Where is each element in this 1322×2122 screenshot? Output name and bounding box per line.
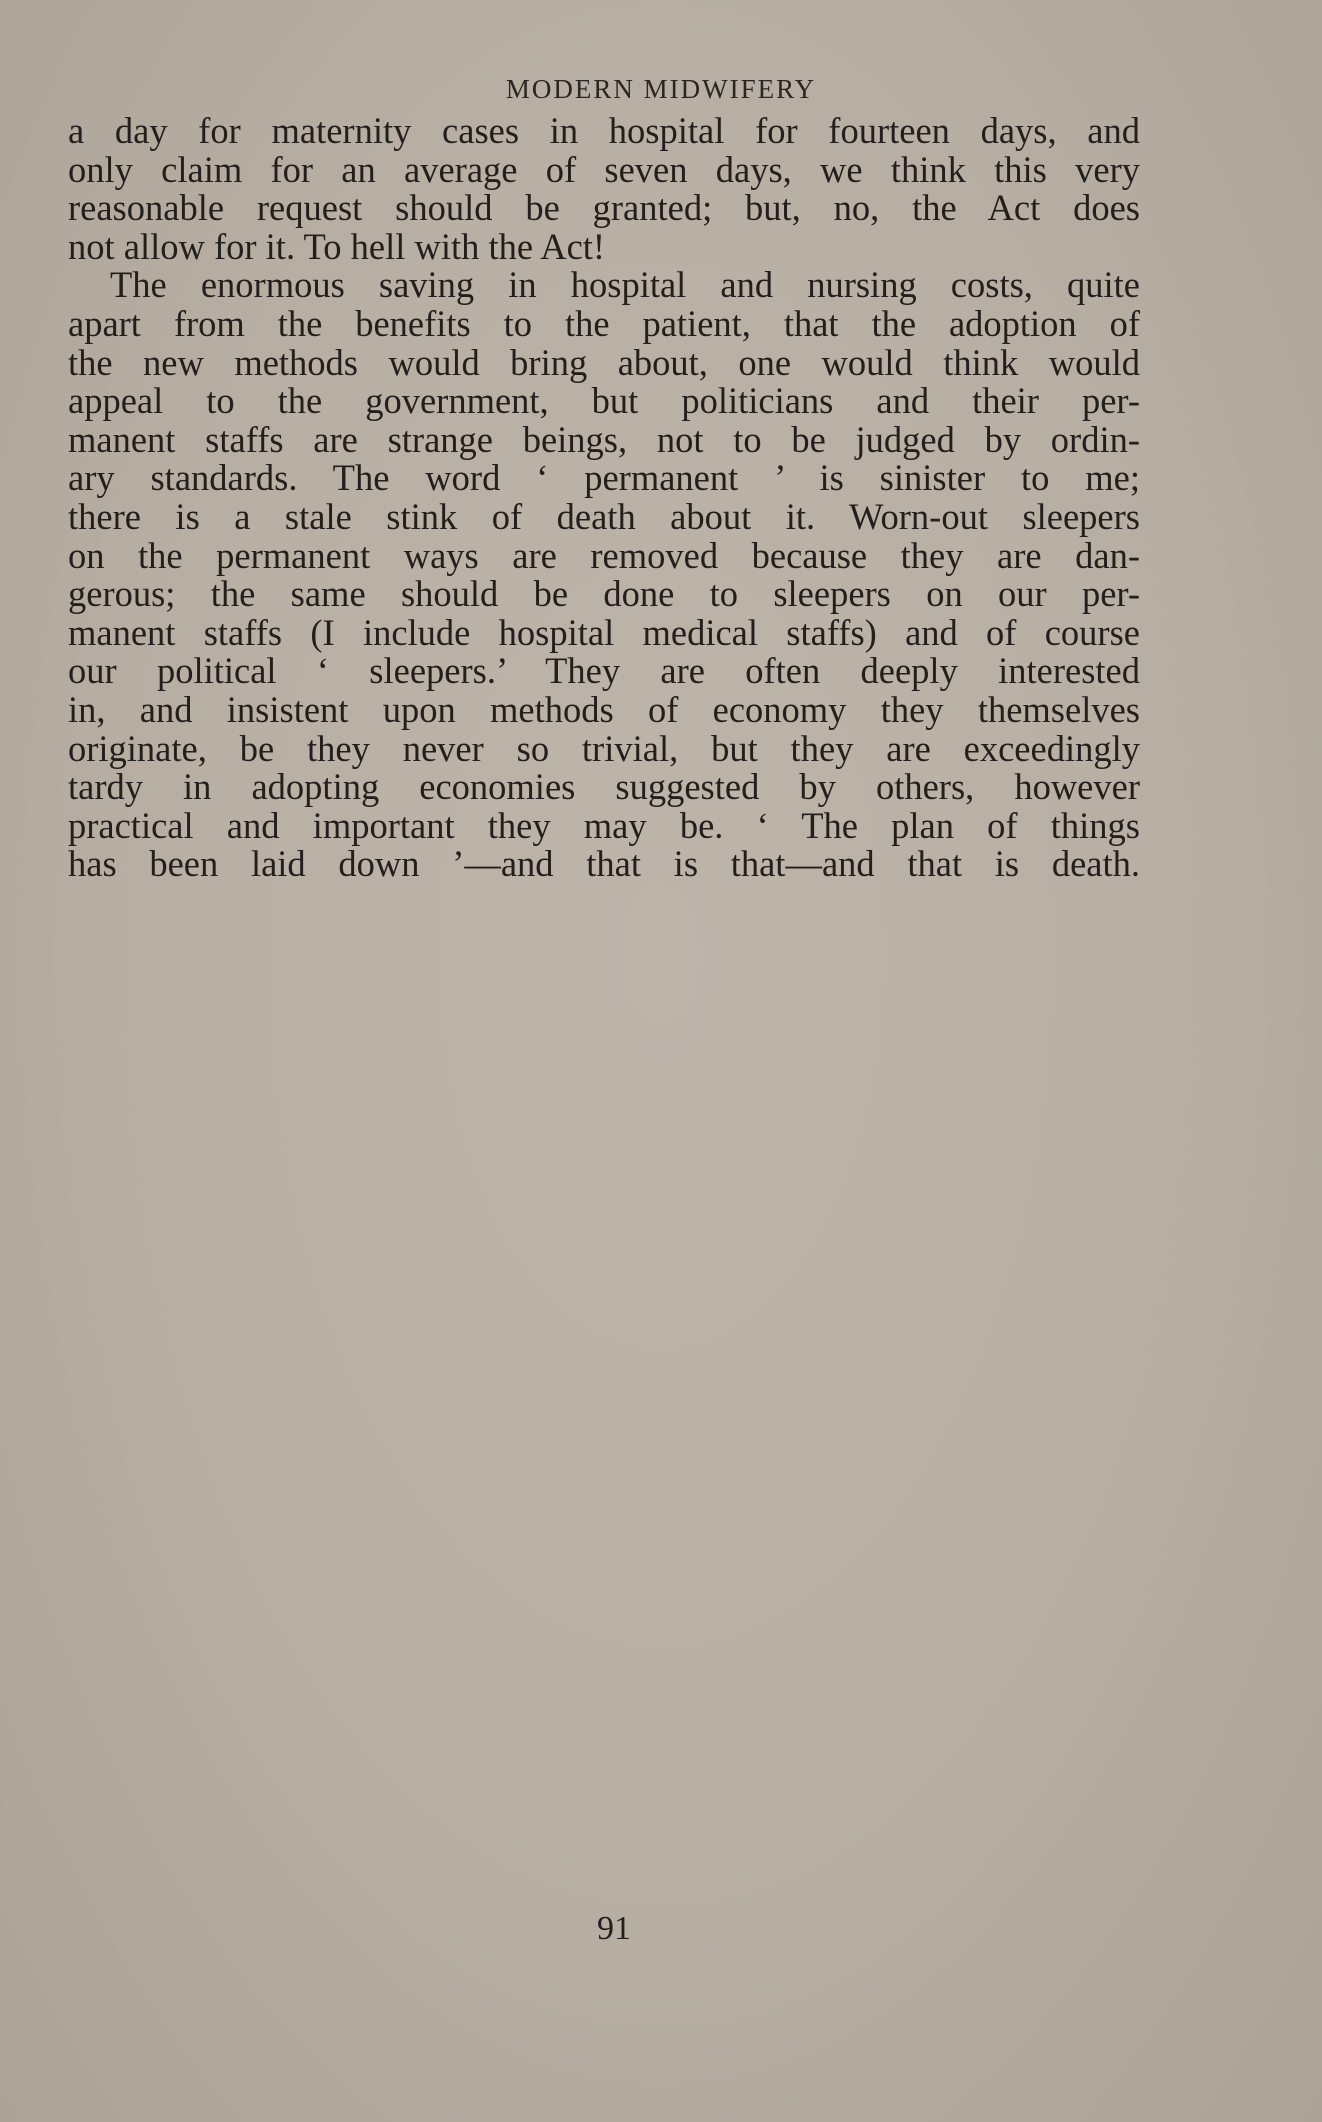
text-line: our political ‘ sleepers.’ They are often deeply interested	[68, 650, 1140, 692]
text-line: apart from the benefits to the patient, that the adoption of	[68, 302, 1140, 344]
text-line: appeal to the government, but politicians and their per-	[68, 380, 1140, 422]
text-line: a day for maternity cases in hospital for fourteen days, and	[68, 110, 1140, 151]
text-line: originate, be they never so trivial, but they are exceedingly	[68, 727, 1140, 769]
text-line: manent staffs are strange beings, not to be judged by ordin-	[68, 418, 1140, 460]
paragraph-1	[68, 112, 1140, 266]
running-head: MODERN MIDWIFERY	[505, 74, 817, 104]
body-text	[68, 112, 1140, 884]
text-line: ary standards. The word ‘ permanent ’ is sinister to me;	[68, 457, 1140, 499]
text-line: there is a stale stink of death about it. Worn-out sleepers	[68, 495, 1140, 537]
text-line: the new methods would bring about, one would think would	[68, 341, 1140, 383]
text-line: reasonable request should be granted; but, no, the Act does	[68, 187, 1140, 229]
text-line: on the permanent ways are removed because they are dan-	[68, 534, 1140, 576]
text-line: manent staffs (I include hospital medical staffs) and of course	[68, 611, 1140, 653]
text-line: practical and important they may be. ‘ The plan of things	[68, 804, 1140, 846]
text-line: only claim for an average of seven days, we think this very	[68, 148, 1140, 190]
text-line: gerous; the same should be done to sleepers on our per-	[68, 573, 1140, 615]
page-number: 91	[597, 1910, 631, 1947]
text-line: The enormous saving in hospital and nursing costs, quite	[110, 264, 1140, 306]
text-line: tardy in adopting economies suggested by others, however	[68, 766, 1140, 808]
paragraph-2	[68, 266, 1140, 884]
text-line: has been laid down ’—and that is that—and that is death.	[68, 843, 1140, 885]
text-line: in, and insistent upon methods of economy they themselves	[68, 688, 1140, 730]
text-line: not allow for it. To hell with the Act!	[68, 225, 606, 267]
